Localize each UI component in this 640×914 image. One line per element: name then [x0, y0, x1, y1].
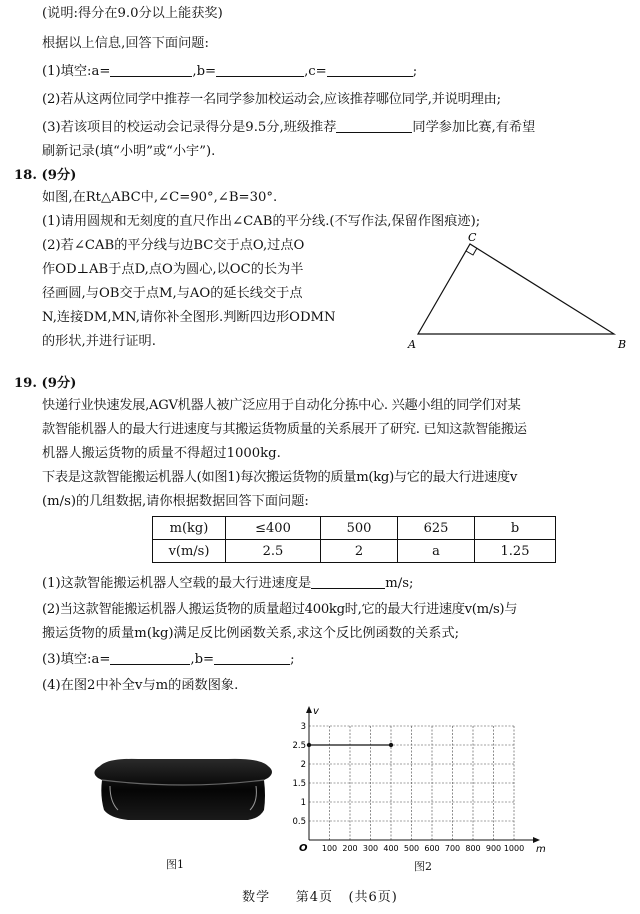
x-axis-label: m — [536, 844, 546, 855]
x-tick-label: 500 — [403, 844, 420, 853]
vertex-a-label: A — [408, 338, 416, 350]
x-tick-label: 200 — [342, 844, 358, 853]
x-tick-label: 400 — [383, 844, 399, 853]
footer-subject: 数学 — [242, 890, 271, 905]
answer-blank-a[interactable] — [110, 62, 192, 77]
page-footer — [0, 886, 640, 905]
y-tick-label: 0.5 — [292, 817, 306, 827]
q17-intro: 根据以上信息,回答下面问题: — [42, 36, 209, 51]
answer-blank-a[interactable] — [110, 650, 190, 665]
q17-part1 — [42, 62, 624, 82]
triangle-abc-figure — [402, 232, 634, 350]
q17-part3-a: (3)若该项目的校运动会记录得分是9.5分,班级推荐 — [42, 120, 337, 135]
x-tick-label: 900 — [485, 844, 502, 853]
origin-label: O — [299, 843, 308, 854]
y-tick-label: 2.5 — [292, 741, 306, 751]
agv-robot-image — [88, 756, 278, 828]
q17-part2: (2)若从这两位同学中推荐一名同学参加校运动会,应该推荐哪位同学,并说明理由; — [42, 92, 501, 107]
graph-grid — [309, 726, 514, 840]
q19-part3 — [42, 650, 624, 670]
triangle-abc — [418, 244, 614, 334]
answer-blank-student[interactable] — [336, 118, 412, 133]
table-cell: a — [398, 540, 475, 563]
answer-blank-c[interactable] — [327, 62, 413, 77]
q19-part3-a: (3)填空:a= — [42, 652, 111, 667]
x-tick-label: 600 — [424, 844, 440, 853]
q19-part2: (2)当这款智能搬运机器人搬运货物的质量超过400kg时,它的最大行进速度v(m/s)与 — [42, 602, 518, 617]
table-row — [153, 517, 556, 540]
y-tick-label: 1.5 — [292, 779, 306, 789]
q18-line6: N,连接DM,MN,请你补全图形.判断四边形ODMN — [42, 310, 336, 325]
graph-axes — [306, 706, 540, 843]
q17-part1-prefix: (1)填空:a= — [42, 64, 111, 79]
footer-page: 第4页 — [295, 890, 334, 905]
q17-part1-b: ,b= — [192, 64, 217, 79]
footer-total: (共6页) — [348, 890, 398, 905]
vertex-b-label: B — [618, 338, 627, 350]
table-cell: v(m/s) — [153, 540, 226, 563]
y-tick-label: 3 — [300, 722, 306, 732]
q18-line4: 作OD⊥AB于点D,点O为圆心,以OC的长为半 — [42, 262, 304, 277]
table-cell: 625 — [398, 517, 475, 540]
q19-line1: 快递行业快速发展,AGV机器人被广泛应用于自动化分拣中心. 兴趣小组的同学们对某 — [42, 398, 521, 413]
q19-part3-b: ,b= — [190, 652, 215, 667]
table-cell: m(kg) — [153, 517, 226, 540]
x-tick-label: 800 — [465, 844, 481, 853]
figure2-caption: 图2 — [414, 860, 432, 873]
x-tick-label: 100 — [321, 844, 338, 853]
q19-part1 — [42, 574, 624, 594]
q19-line4: 下表是这款智能搬运机器人(如图1)每次搬运货物的质量m(kg)与它的最大行进速度v — [42, 470, 518, 485]
x-axis-arrow — [533, 837, 540, 843]
q17-part1-c: ,c= — [304, 64, 327, 79]
vertex-c-label: C — [468, 232, 477, 244]
answer-blank-speed[interactable] — [311, 574, 385, 589]
q19-part3-c: ; — [290, 652, 295, 667]
x-tick-label: 700 — [444, 844, 461, 853]
table-cell: 2 — [321, 540, 398, 563]
mass-speed-table — [152, 516, 556, 563]
q17-part3-cont: 刷新记录(填“小明”或“小宇”). — [42, 144, 216, 159]
table-row — [153, 540, 556, 563]
velocity-mass-graph — [287, 700, 557, 870]
graph-points — [307, 743, 393, 747]
q17-part1-end: ; — [412, 64, 418, 79]
q19-part1-a: (1)这款智能搬运机器人空载的最大行进速度是 — [42, 576, 312, 591]
q18-line3: (2)若∠CAB的平分线与边BC交于点O,过点O — [42, 238, 305, 253]
q19-number: 19. (9分) — [14, 376, 77, 391]
graph-labels — [292, 706, 546, 855]
q18-line2: (1)请用圆规和无刻度的直尺作出∠CAB的平分线.(不写作法,保留作图痕迹); — [42, 214, 481, 229]
q19-part1-b: m/s; — [385, 576, 414, 591]
q19-line2: 款智能机器人的最大行进速度与其搬运货物质量的关系展开了研究. 已知这款智能搬运 — [42, 422, 527, 437]
q17-note: (说明:得分在9.0分以上能获奖) — [42, 6, 223, 21]
table-cell: b — [475, 517, 556, 540]
answer-blank-b[interactable] — [216, 62, 304, 77]
q18-number: 18. (9分) — [14, 168, 77, 183]
answer-blank-b[interactable] — [214, 650, 290, 665]
q18-line1: 如图,在Rt△ABC中,∠C=90°,∠B=30°. — [42, 190, 278, 205]
table-cell: ≤400 — [226, 517, 321, 540]
x-tick-label: 300 — [362, 844, 379, 853]
y-axis-arrow — [306, 706, 312, 713]
q17-part3 — [42, 118, 624, 138]
q18-line5: 径画圆,与OB交于点M,与AO的延长线交于点 — [42, 286, 303, 301]
q19-part2-cont: 搬运货物的质量m(kg)满足反比例函数关系,求这个反比例函数的关系式; — [42, 626, 460, 641]
q19-part4: (4)在图2中补全v与m的函数图象. — [42, 678, 239, 693]
y-axis-label: v — [313, 706, 319, 717]
figure1-caption: 图1 — [166, 858, 184, 871]
q19-line3: 机器人搬运货物的质量不得超过1000kg. — [42, 446, 281, 461]
q18-line7: 的形状,并进行证明. — [42, 334, 156, 349]
x-tick-label: 1000 — [503, 844, 525, 853]
table-cell: 1.25 — [475, 540, 556, 563]
q19-line5: (m/s)的几组数据,请你根据数据回答下面问题: — [42, 494, 309, 509]
y-tick-label: 2 — [300, 760, 306, 770]
table-cell: 500 — [321, 517, 398, 540]
table-cell: 2.5 — [226, 540, 321, 563]
q17-part3-b: 同学参加比赛,有希望 — [412, 120, 536, 135]
y-tick-label: 1 — [300, 798, 306, 808]
robot-body — [94, 759, 272, 820]
